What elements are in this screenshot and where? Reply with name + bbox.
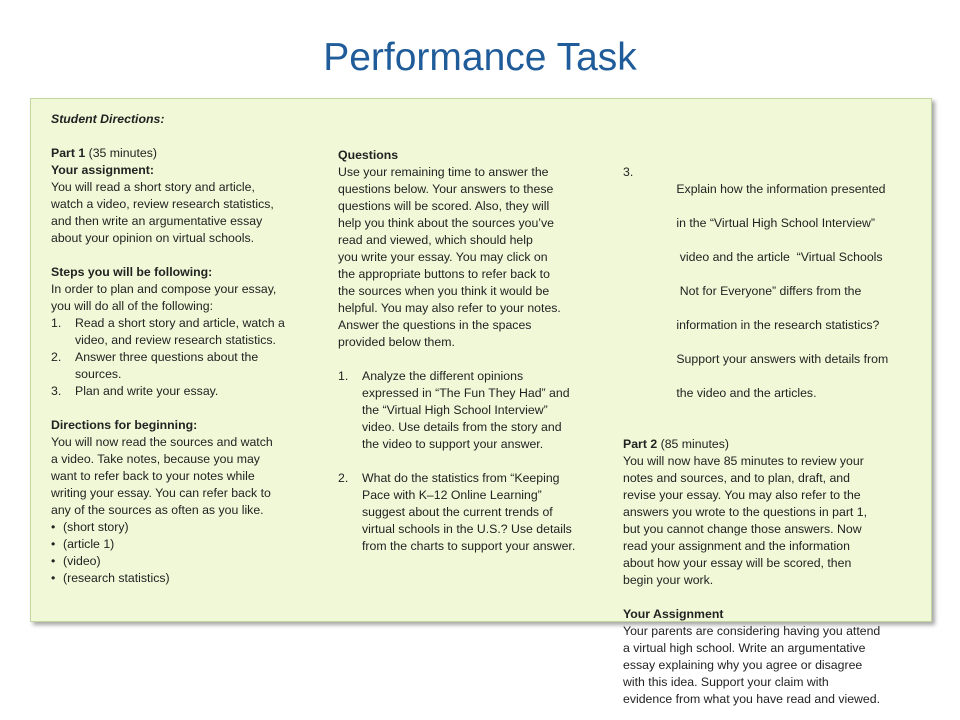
questions-heading: Questions xyxy=(338,148,399,162)
source-list-item xyxy=(51,553,313,570)
part2-line: answers you wrote to the questions in part 1, xyxy=(623,505,868,519)
questions-intro-line: read and viewed, which should help xyxy=(338,233,533,247)
question-text: from the charts to support your answer. xyxy=(362,539,576,553)
question-text: suggest about the current trends of xyxy=(362,505,553,519)
part1-heading: Part 1 (35 minutes) xyxy=(51,146,157,160)
assignment-heading: Your assignment: xyxy=(51,163,154,177)
question-item-3 xyxy=(623,164,913,419)
source-label: (short story) xyxy=(63,520,129,534)
assign-line: Your parents are considering having you attend xyxy=(623,624,881,638)
step-number: 2. xyxy=(51,350,62,364)
page-title: Performance Task xyxy=(323,36,637,79)
assign-line: evidence from what you have read and viewed. xyxy=(623,692,881,706)
questions-intro-line: helpful. You may also refer to your notes. xyxy=(338,301,561,315)
source-list-item xyxy=(51,519,313,536)
steps-intro-line: In order to plan and compose your essay, xyxy=(51,282,277,296)
question-text: the video and the articles. xyxy=(676,386,817,400)
step-text: Answer three questions about the xyxy=(75,350,259,364)
step-number: 1. xyxy=(51,316,62,330)
bullet-icon: • xyxy=(51,554,56,568)
question-text: virtual schools in the U.S.? Use details xyxy=(362,522,572,536)
questions-intro-line: you write your essay. You may click on xyxy=(338,250,548,264)
step-item xyxy=(51,383,313,400)
question-text: Not for Everyone” differs from the xyxy=(676,284,862,298)
part2-line: about how your essay will be scored, then xyxy=(623,556,852,570)
step-number: 3. xyxy=(51,384,62,398)
question-text: video and the article “Virtual Schools xyxy=(676,250,883,264)
assignment-line: watch a video, review research statistics, xyxy=(51,197,274,211)
bullet-icon: • xyxy=(51,571,56,585)
assignment-line: You will read a short story and article, xyxy=(51,180,255,194)
part2-line: revise your essay. You may also refer to the xyxy=(623,488,861,502)
questions-intro-line: the appropriate buttons to refer back to xyxy=(338,267,550,281)
question-number: 3. xyxy=(623,165,634,179)
step-item xyxy=(51,315,313,349)
question-text: expressed in “The Fun They Had” and xyxy=(362,386,570,400)
questions-intro-line: questions below. Your answers to these xyxy=(338,182,554,196)
step-text: Read a short story and article, watch a xyxy=(75,316,285,330)
part2-line: read your assignment and the information xyxy=(623,539,850,553)
question-text: Explain how the information presented xyxy=(676,182,886,196)
assign-line: a virtual high school. Write an argumentative xyxy=(623,641,866,655)
assign-line: with this idea. Support your claim with xyxy=(623,675,829,689)
source-label: (article 1) xyxy=(63,537,115,551)
source-label: (video) xyxy=(63,554,101,568)
part2-line: begin your work. xyxy=(623,573,714,587)
part2-line: notes and sources, and to plan, draft, and xyxy=(623,471,850,485)
question-item-1 xyxy=(338,368,613,453)
part2-line: You will now have 85 minutes to review your xyxy=(623,454,864,468)
questions-intro-line: questions will be scored. Also, they will xyxy=(338,199,550,213)
step-text: Plan and write your essay. xyxy=(75,384,219,398)
question-number: 2. xyxy=(338,471,349,485)
question-number: 1. xyxy=(338,369,349,383)
column-questions xyxy=(338,147,613,555)
step-text: sources. xyxy=(75,367,122,381)
bullet-icon: • xyxy=(51,537,56,551)
questions-intro-line: help you think about the sources you’ve xyxy=(338,216,555,230)
questions-intro-line: Use your remaining time to answer the xyxy=(338,165,549,179)
steps-intro-line: you will do all of the following: xyxy=(51,299,213,313)
question-text: information in the research statistics? xyxy=(676,318,880,332)
question-text: in the “Virtual High School Interview” xyxy=(676,216,876,230)
question-text: video. Use details from the story and xyxy=(362,420,562,434)
assignment-line: and then write an argumentative essay xyxy=(51,214,263,228)
question-text: Pace with K–12 Online Learning” xyxy=(362,488,542,502)
begin-line: writing your essay. You can refer back to xyxy=(51,486,271,500)
your-assignment-heading: Your Assignment xyxy=(623,607,724,621)
source-label: (research statistics) xyxy=(63,571,170,585)
assign-line: essay explaining why you agree or disagree xyxy=(623,658,863,672)
question-text: Analyze the different opinions xyxy=(362,369,524,383)
question-text: the “Virtual High School Interview” xyxy=(362,403,548,417)
column-student-directions xyxy=(51,111,313,587)
part2-line: but you cannot change those answers. Now xyxy=(623,522,862,536)
questions-intro-line: the sources when you think it would be xyxy=(338,284,550,298)
begin-line: You will now read the sources and watch xyxy=(51,435,273,449)
question-text: the video to support your answer. xyxy=(362,437,544,451)
source-list-item xyxy=(51,536,313,553)
directions-panel xyxy=(30,98,932,706)
source-list-item xyxy=(51,570,313,587)
questions-intro-line: Answer the questions in the spaces xyxy=(338,318,532,332)
begin-heading: Directions for beginning: xyxy=(51,418,198,432)
question-text: What do the statistics from “Keeping xyxy=(362,471,560,485)
step-item xyxy=(51,349,313,383)
bullet-icon: • xyxy=(51,520,56,534)
questions-intro-line: provided below them. xyxy=(338,335,455,349)
begin-line: want to refer back to your notes while xyxy=(51,469,255,483)
begin-line: a video. Take notes, because you may xyxy=(51,452,260,466)
assignment-line: about your opinion on virtual schools. xyxy=(51,231,255,245)
question-item-2 xyxy=(338,470,613,555)
column-part2 xyxy=(623,164,913,708)
part2-heading: Part 2 (85 minutes) xyxy=(623,437,729,451)
question-text: Support your answers with details from xyxy=(676,352,889,366)
step-text: video, and review research statistics. xyxy=(75,333,276,347)
begin-line: any of the sources as often as you like. xyxy=(51,503,264,517)
student-directions-heading: Student Directions: xyxy=(51,112,165,126)
steps-heading: Steps you will be following: xyxy=(51,265,213,279)
